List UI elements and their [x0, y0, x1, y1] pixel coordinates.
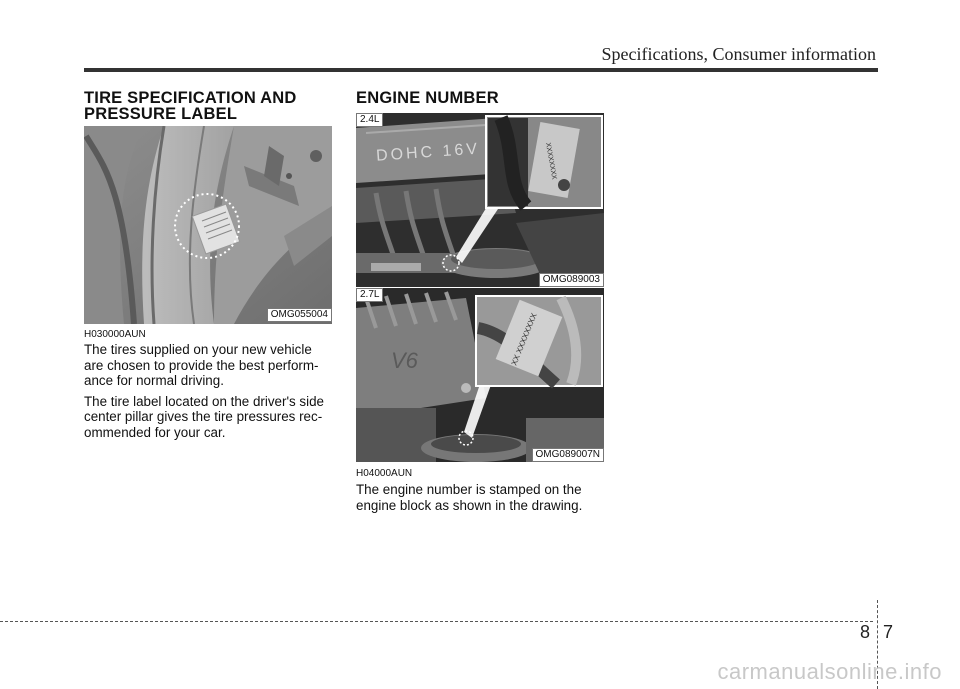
stamped-serial-2-4l: XXXXXXXX [544, 142, 558, 181]
engine-2-4l-illustration [356, 113, 604, 287]
page-number: 7 [883, 622, 894, 642]
tire-image-label: OMG055004 [267, 308, 332, 322]
engine-image2-label: OMG089007N [532, 448, 604, 462]
tire-section-body [84, 342, 334, 446]
engine-2-7l-tag: 2.7L [356, 288, 383, 302]
tire-title-line2: PRESSURE LABEL [84, 105, 238, 123]
engine-section-body [356, 482, 606, 518]
tire-section-title [84, 90, 297, 122]
engine-photo-2-4l [356, 113, 604, 287]
door-pillar-illustration [84, 126, 332, 324]
stamped-serial-2-7l: XX XXXXXXXX [509, 311, 539, 367]
engine-section-code: H04000AUN [356, 468, 413, 479]
tire-title-line1: TIRE SPECIFICATION AND [84, 89, 297, 107]
engine-paragraph: The engine number is stamped on the engine block as shown in the drawing. [356, 482, 583, 513]
tire-paragraph-1: The tires supplied on your new vehicle are chosen to provide the best perform- ance for normal driving. [84, 342, 319, 389]
tire-label-photo [84, 126, 332, 324]
header-rule [84, 68, 878, 72]
engine-photo-2-7l [356, 288, 604, 462]
watermark: carmanualsonline.info [717, 659, 942, 684]
running-header: Specifications, Consumer information [601, 44, 876, 64]
chapter-number: 8 [860, 622, 871, 642]
engine-cover-text-2-4l: DOHC 16V [375, 140, 481, 165]
engine-image1-label: OMG089003 [539, 273, 604, 287]
tire-section-code: H030000AUN [84, 329, 146, 340]
engine-section-title: ENGINE NUMBER [356, 89, 499, 107]
tire-paragraph-2: The tire label located on the driver's side center pillar gives the tire pressures rec- ommended for your car. [84, 393, 324, 440]
engine-cover-text-2-7l: V6 [391, 348, 418, 373]
footer-dashed-rule [0, 621, 873, 622]
engine-2-4l-tag: 2.4L [356, 113, 383, 127]
engine-2-7l-illustration [356, 288, 604, 462]
